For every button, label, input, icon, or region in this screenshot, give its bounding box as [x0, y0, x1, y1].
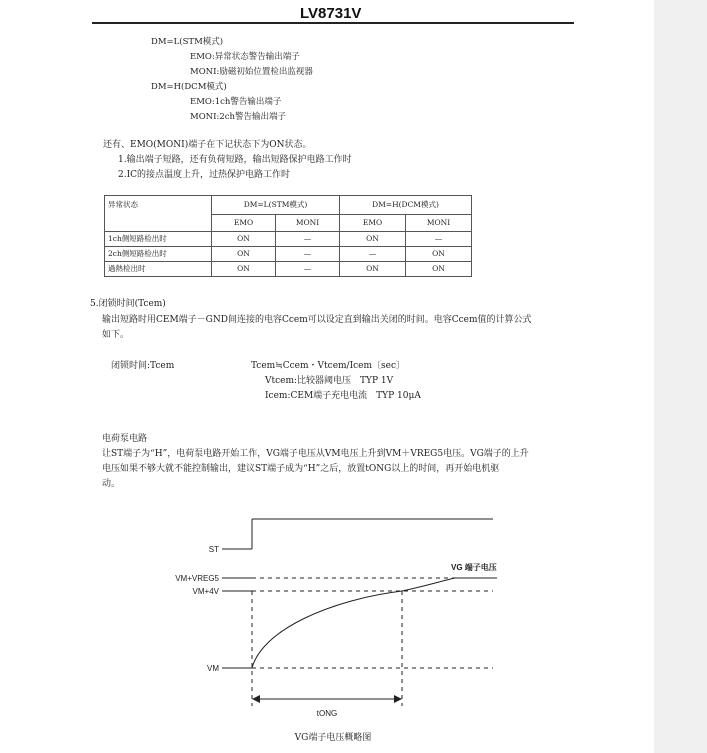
right-sidebar [654, 0, 707, 753]
vm4v-label: VM+4V [192, 587, 219, 596]
table-cell: — [276, 262, 340, 277]
table-cell: — [276, 247, 340, 262]
tong-label: tONG [316, 709, 338, 718]
table-cell: ON [212, 232, 276, 247]
table-cell: — [276, 232, 340, 247]
table-cell: ON [340, 232, 406, 247]
mode-l-emo: EMO:异常状态警告输出端子 [190, 52, 300, 62]
table-cell: — [340, 247, 406, 262]
table-subheader-cell: EMO [212, 215, 276, 232]
table-header-state: 异常状态 [105, 196, 212, 232]
table-subheader-cell: MONI [406, 215, 472, 232]
table-cell: ON [340, 262, 406, 277]
vmvreg5-label: VM+VREG5 [175, 574, 219, 583]
st-label: ST [208, 545, 219, 554]
table-subheader-cell: MONI [276, 215, 340, 232]
charge-pump-line-3: 动。 [102, 479, 121, 489]
latch-para-line-2: 如下。 [102, 330, 130, 340]
charge-pump-heading: 电荷泵电路 [102, 434, 148, 444]
table-subheader-cell: EMO [340, 215, 406, 232]
page-title: LV8731V [300, 5, 362, 22]
table-row-label: 1ch侧短路检出时 [105, 232, 212, 247]
table-row-label: 2ch侧短路检出时 [105, 247, 212, 262]
conditions-intro: 还有、EMO(MONI)端子在下记状态下为ON状态。 [103, 140, 312, 150]
formula: Tcem≒Ccem・Vtcem/Icem〔sec〕 [251, 361, 406, 371]
formula-icem: Icem:CEM端子充电电流 TYP 10μA [265, 391, 421, 401]
tong-arrow-head-right [394, 695, 402, 703]
table-header-dml: DM=L(STM模式) [212, 196, 340, 215]
mode-l-moni: MONI:励磁初始位置检出监视器 [190, 67, 313, 77]
charge-pump-line-1: 让ST端子为“H”，电荷泵电路开始工作，VG端子电压从VM电压上升到VM＋VREG5电压。VG端子的上升 [102, 449, 529, 459]
table-cell: ON [406, 262, 472, 277]
vm-label: VM [207, 664, 219, 673]
table-cell: — [406, 232, 472, 247]
conditions-item-2: 2.IC的接点温度上升，过热保护电路工作时 [118, 170, 291, 180]
vg-label: VG 端子电压 [451, 563, 497, 572]
formula-label: 闭锁时间:Tcem [111, 361, 175, 371]
mode-h-heading: DM=H(DCM模式) [151, 82, 227, 92]
mode-l-heading: DM=L(STM模式) [151, 37, 224, 47]
mode-h-moni: MONI:2ch警告输出端子 [190, 112, 286, 122]
table-cell: ON [212, 262, 276, 277]
conditions-item-1: 1.输出端子短路，还有负荷短路，输出短路保护电路工作时 [118, 155, 352, 165]
mode-h-emo: EMO:1ch警告输出端子 [190, 97, 282, 107]
formula-vtcem: Vtcem:比较器阈电压 TYP 1V [265, 376, 394, 386]
latch-para-line-1: 输出短路时用CEM端子－GND间连接的电容Ccem可以设定直到输出关闭的时间。电容Ccem值的计算公式 [102, 315, 532, 325]
table-header-dmh: DM=H(DCM模式) [340, 196, 472, 215]
tong-arrow-head-left [252, 695, 260, 703]
charge-pump-line-2: 电压如果不够大就不能控制输出，建议ST端子成为“H”之后，放置tONG以上的时间，再开始电机驱 [102, 464, 500, 474]
table-cell: ON [406, 247, 472, 262]
table-cell: ON [212, 247, 276, 262]
table-row-label: 過熱检出时 [105, 262, 212, 277]
diagram-caption: VG端子电压概略图 [294, 733, 372, 743]
latch-heading: 5.闭锁时间(Tcem) [90, 299, 166, 309]
